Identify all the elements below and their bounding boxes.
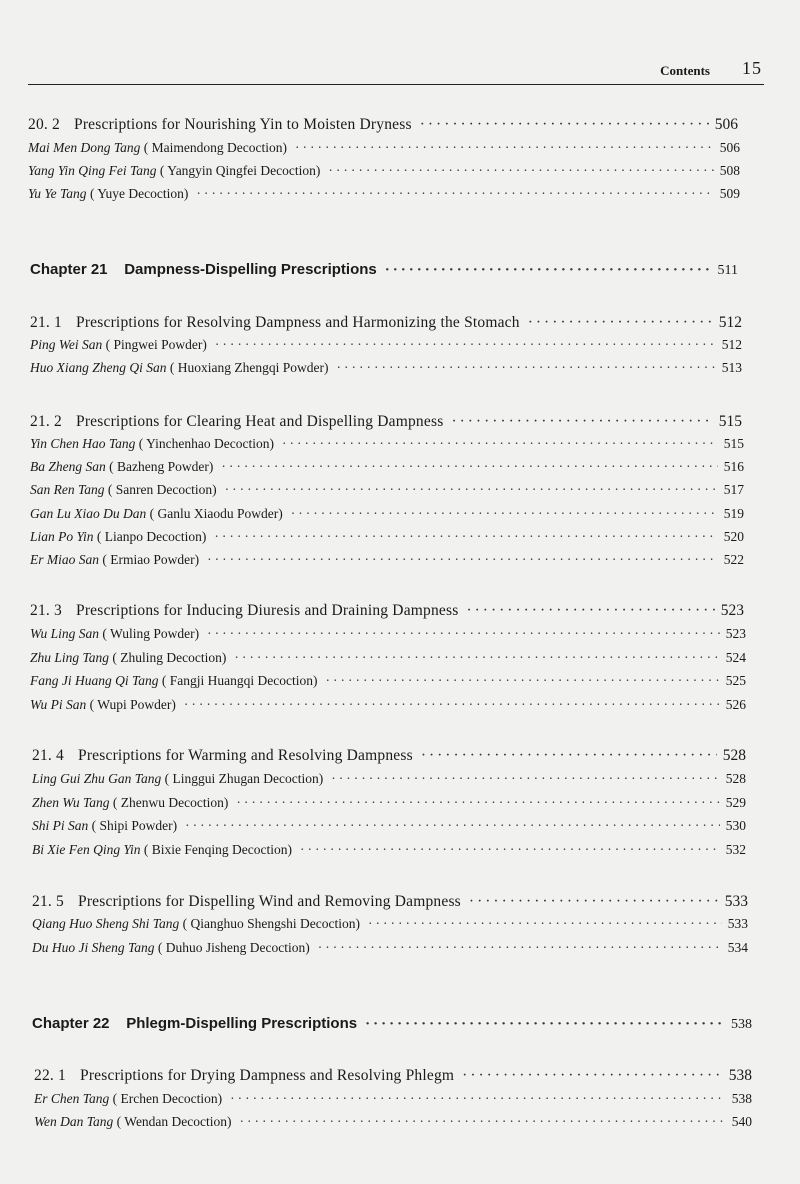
entry-title: [30, 337, 207, 353]
page-number: 506: [714, 116, 738, 133]
page-number: 540: [731, 1114, 752, 1129]
entry-title: [34, 1091, 222, 1107]
entry-title: [32, 916, 360, 932]
entry-name: Wen Dan Tang: [34, 1114, 114, 1129]
page-number: 520: [723, 529, 744, 544]
entry-title: [30, 529, 206, 545]
toc-chapter[interactable]: [30, 261, 738, 279]
page-number: 528: [722, 747, 746, 764]
page-number: 516: [723, 459, 744, 474]
section-heading: Prescriptions for Resolving Dampness and Harmonizing the Stomach: [76, 314, 520, 331]
section-title: [34, 1067, 454, 1085]
leader-dots: [328, 163, 713, 179]
toc-entry[interactable]: [32, 818, 746, 834]
entry-description: ( Wuling Powder): [102, 626, 200, 641]
toc-entry[interactable]: [30, 529, 744, 545]
section-number: 21. 2: [30, 413, 62, 430]
page-number: 534: [727, 940, 748, 955]
entry-description: ( Yinchenhao Decoction): [138, 436, 274, 451]
page-number: 529: [725, 795, 746, 810]
entry-name: Shi Pi San: [32, 818, 89, 833]
toc-section[interactable]: [32, 747, 746, 765]
page-number: 515: [718, 413, 742, 430]
toc-entry[interactable]: [32, 842, 746, 858]
entry-description: ( Pingwei Powder): [105, 337, 207, 352]
toc-entry[interactable]: [28, 140, 740, 156]
leader-dots: [466, 602, 714, 620]
entry-description: ( Bazheng Powder): [109, 459, 214, 474]
leader-dots: [462, 1067, 723, 1085]
toc-entry[interactable]: [30, 650, 746, 666]
entry-title: [30, 650, 226, 666]
entry-description: ( Zhuling Decoction): [112, 650, 227, 665]
toc-entry[interactable]: [32, 916, 748, 932]
toc-entry[interactable]: [34, 1114, 752, 1130]
section-title: [32, 747, 413, 765]
entry-title: [28, 140, 287, 156]
toc-entry[interactable]: [34, 1091, 752, 1107]
toc-entry[interactable]: [32, 940, 748, 956]
page-number: 517: [723, 482, 744, 497]
toc-entry[interactable]: [30, 436, 744, 452]
entry-name: Er Miao San: [30, 552, 99, 567]
toc-entry[interactable]: [30, 673, 746, 689]
leader-dots: [421, 747, 717, 765]
leader-dots: [336, 360, 715, 376]
entry-description: ( Wendan Decoction): [116, 1114, 232, 1129]
section-title: [30, 413, 443, 431]
entry-name: Er Chen Tang: [34, 1091, 110, 1106]
entry-description: ( Lianpo Decoction): [96, 529, 207, 544]
leader-dots: [196, 186, 713, 202]
entry-title: [30, 673, 317, 689]
entry-name: Ping Wei San: [30, 337, 103, 352]
leader-dots: [528, 314, 713, 332]
toc-entry[interactable]: [28, 186, 740, 202]
entry-description: ( Ganlu Xiaodu Powder): [149, 506, 283, 521]
entry-name: Du Huo Ji Sheng Tang: [32, 940, 155, 955]
leader-dots: [185, 818, 720, 834]
entry-name: Gan Lu Xiao Du Dan: [30, 506, 147, 521]
toc-entry[interactable]: [32, 771, 746, 787]
leader-dots: [240, 1114, 726, 1130]
page-number: 512: [718, 314, 742, 331]
page-number: 523: [725, 626, 746, 641]
page-number: 538: [731, 1091, 752, 1106]
entry-title: [32, 795, 228, 811]
section-title: [28, 116, 412, 134]
toc-section[interactable]: [30, 314, 742, 332]
toc-entry[interactable]: [30, 552, 744, 568]
page-number: 530: [725, 818, 746, 833]
entry-name: Huo Xiang Zheng Qi San: [30, 360, 167, 375]
entry-title: [30, 436, 274, 452]
toc-entry[interactable]: [30, 459, 744, 475]
header-label: Contents: [660, 63, 710, 78]
toc-section[interactable]: [28, 116, 738, 134]
entry-name: Zhu Ling Tang: [30, 650, 110, 665]
page-number: 533: [724, 893, 748, 910]
entry-title: [30, 360, 328, 376]
section-number: 21. 3: [30, 602, 62, 619]
section-heading: Prescriptions for Warming and Resolving Dampness: [78, 747, 413, 764]
entry-title: [32, 940, 310, 956]
entry-name: Zhen Wu Tang: [32, 795, 110, 810]
section-number: 21. 1: [30, 314, 62, 331]
toc-entry[interactable]: [30, 360, 742, 376]
toc-entry[interactable]: [30, 482, 744, 498]
page-number: 508: [719, 163, 740, 178]
leader-dots: [282, 436, 718, 452]
entry-name: Qiang Huo Sheng Shi Tang: [32, 916, 180, 931]
leader-dots: [184, 697, 720, 713]
section-number: 20. 2: [28, 116, 60, 133]
entry-title: [32, 771, 323, 787]
entry-name: Mai Men Dong Tang: [28, 140, 141, 155]
entry-name: Wu Ling San: [30, 626, 100, 641]
leader-dots: [291, 506, 718, 522]
page-number: 519: [723, 506, 744, 521]
leader-dots: [207, 626, 720, 642]
leader-dots: [207, 552, 718, 568]
page-number: 513: [721, 360, 742, 375]
entry-title: [32, 842, 292, 858]
leader-dots: [365, 1016, 725, 1033]
toc-section[interactable]: [32, 893, 748, 911]
leader-dots: [420, 116, 709, 134]
toc-section[interactable]: [34, 1067, 752, 1085]
toc-section[interactable]: [30, 602, 744, 620]
entry-name: Wu Pi San: [30, 697, 87, 712]
leader-dots: [325, 673, 719, 689]
section-heading: Prescriptions for Drying Dampness and Resolving Phlegm: [80, 1067, 455, 1084]
entry-title: [30, 697, 176, 713]
leader-dots: [318, 940, 722, 956]
entry-name: Yin Chen Hao Tang: [30, 436, 136, 451]
toc-entry[interactable]: [30, 697, 746, 713]
entry-name: Yang Yin Qing Fei Tang: [28, 163, 157, 178]
entry-title: [28, 163, 320, 179]
section-heading: Prescriptions for Nourishing Yin to Moisten Dryness: [74, 116, 412, 133]
entry-description: ( Fangji Huangqi Decoction): [161, 673, 318, 688]
page-number: 509: [719, 186, 740, 201]
entry-title: [30, 552, 199, 568]
page-number: 522: [723, 552, 744, 567]
entry-title: [34, 1114, 232, 1130]
page-number: 533: [727, 916, 748, 931]
entry-description: ( Shipi Powder): [91, 818, 178, 833]
entry-description: ( Huoxiang Zhengqi Powder): [169, 360, 329, 375]
leader-dots: [234, 650, 719, 666]
entry-description: ( Zhenwu Decoction): [112, 795, 229, 810]
entry-name: San Ren Tang: [30, 482, 105, 497]
toc-entry[interactable]: [30, 337, 742, 353]
entry-description: ( Qianghuo Shengshi Decoction): [182, 916, 360, 931]
entry-description: ( Bixie Fenqing Decoction): [143, 842, 292, 857]
leader-dots: [215, 337, 716, 353]
page-number: 526: [725, 697, 746, 712]
entry-description: ( Yangyin Qingfei Decoction): [159, 163, 321, 178]
toc-entry[interactable]: [28, 163, 740, 179]
section-number: 21. 4: [32, 747, 64, 764]
section-number: 22. 1: [34, 1067, 66, 1084]
page-number: 538: [731, 1017, 752, 1032]
toc-chapter[interactable]: [32, 1015, 752, 1033]
leader-dots: [230, 1091, 726, 1107]
leader-dots: [331, 771, 719, 787]
entry-title: [28, 186, 188, 202]
page-number: 511: [717, 263, 738, 278]
leader-dots: [221, 459, 717, 475]
section-number: 21. 5: [32, 893, 64, 910]
entry-title: [32, 818, 177, 834]
header-page-number: 15: [742, 58, 762, 78]
page-number: 524: [725, 650, 746, 665]
entry-name: Yu Ye Tang: [28, 186, 87, 201]
entry-name: Ba Zheng San: [30, 459, 106, 474]
page-number: 523: [720, 602, 744, 619]
entry-description: ( Linggui Zhugan Decoction): [164, 771, 324, 786]
entry-title: [30, 459, 213, 475]
entry-name: Fang Ji Huang Qi Tang: [30, 673, 159, 688]
leader-dots: [451, 413, 712, 431]
page-number: 512: [721, 337, 742, 352]
page-number: 528: [725, 771, 746, 786]
entry-title: [30, 482, 217, 498]
entry-description: ( Ermiao Powder): [102, 552, 200, 567]
section-title: [30, 314, 520, 332]
toc-section[interactable]: [30, 413, 742, 431]
entry-name: Ling Gui Zhu Gan Tang: [32, 771, 162, 786]
page-number: 506: [719, 140, 740, 155]
section-heading: Prescriptions for Clearing Heat and Dispelling Dampness: [76, 413, 444, 430]
leader-dots: [300, 842, 720, 858]
page-number: 525: [725, 673, 746, 688]
leader-dots: [469, 893, 719, 911]
entry-description: ( Maimendong Decoction): [143, 140, 287, 155]
toc-entry[interactable]: [30, 506, 744, 522]
entry-title: [30, 506, 283, 522]
section-heading: Prescriptions for Dispelling Wind and Removing Dampness: [78, 893, 461, 910]
leader-dots: [214, 529, 717, 545]
chapter-title: Chapter 21 Dampness-Dispelling Prescriptions: [30, 261, 377, 278]
chapter-title: Chapter 22 Phlegm-Dispelling Prescriptions: [32, 1015, 358, 1032]
leader-dots: [225, 482, 718, 498]
toc-entry[interactable]: [30, 626, 746, 642]
leader-dots: [368, 916, 722, 932]
section-heading: Prescriptions for Inducing Diuresis and Draining Dampness: [76, 602, 459, 619]
leader-dots: [295, 140, 714, 156]
entry-title: [30, 626, 199, 642]
entry-description: ( Sanren Decoction): [107, 482, 217, 497]
section-title: [30, 602, 458, 620]
entry-description: ( Duhuo Jisheng Decoction): [157, 940, 310, 955]
section-title: [32, 893, 461, 911]
toc-entry[interactable]: [32, 795, 746, 811]
entry-name: Bi Xie Fen Qing Yin: [32, 842, 141, 857]
running-header: [28, 56, 764, 85]
entry-description: ( Wupi Powder): [89, 697, 176, 712]
page-number: 532: [725, 842, 746, 857]
page-number: 538: [728, 1067, 752, 1084]
entry-description: ( Erchen Decoction): [112, 1091, 223, 1106]
leader-dots: [236, 795, 719, 811]
entry-description: ( Yuye Decoction): [89, 186, 189, 201]
leader-dots: [385, 262, 712, 279]
entry-name: Lian Po Yin: [30, 529, 94, 544]
page-number: 515: [723, 436, 744, 451]
